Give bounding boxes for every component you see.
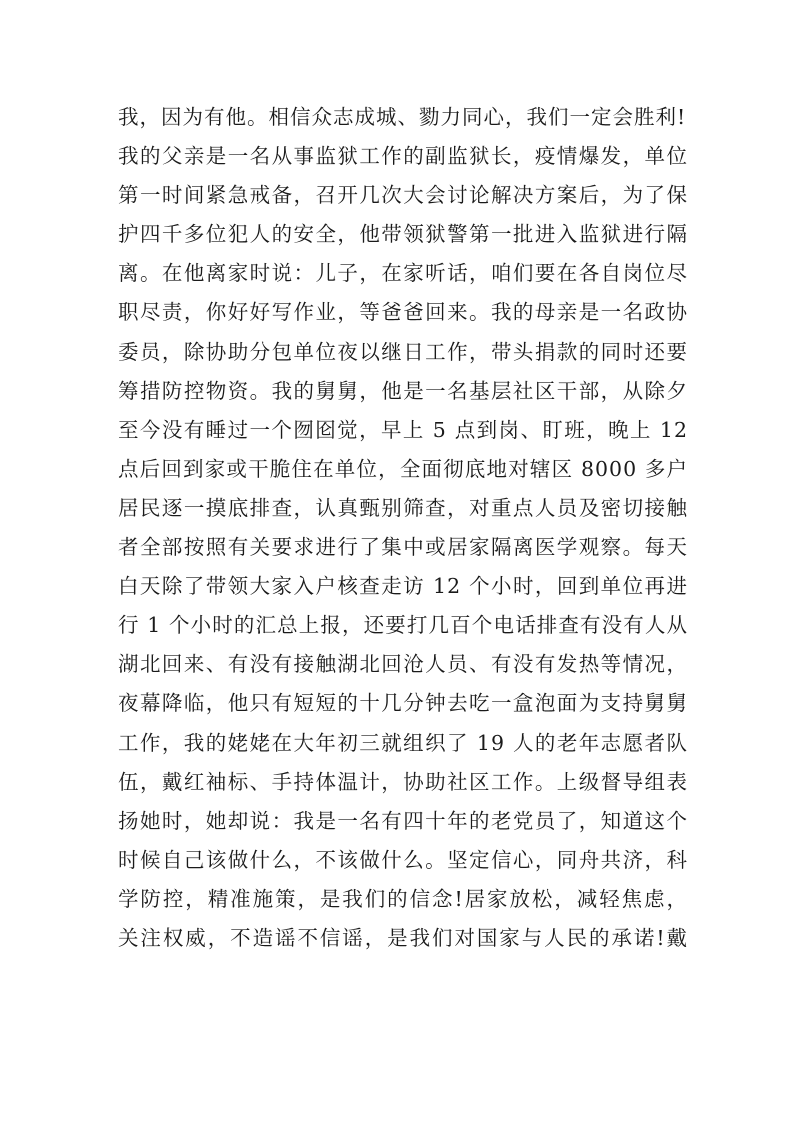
text-line: 行 1 个小时的汇总上报，还要打几百个电话排查有没有人从 [118, 613, 688, 638]
text-line: 居民逐一摸底排查，认真甄别筛查，对重点人员及密切接触 [118, 495, 688, 520]
text-line: 筹措防控物资。我的舅舅，他是一名基层社区干部，从除夕 [118, 378, 688, 403]
text-line: 第一时间紧急戒备，召开几次大会讨论解决方案后，为了保 [118, 183, 688, 208]
text-line: 工作，我的姥姥在大年初三就组织了 19 人的老年志愿者队 [118, 730, 688, 755]
text-line: 护四千多位犯人的安全，他带领狱警第一批进入监狱进行隔 [118, 222, 688, 247]
text-line: 我的父亲是一名从事监狱工作的副监狱长，疫情爆发，单位 [118, 144, 688, 169]
text-line: 白天除了带领大家入户核查走访 12 个小时，回到单位再进 [118, 574, 688, 599]
text-line: 职尽责，你好好写作业，等爸爸回来。我的母亲是一名政协 [118, 300, 688, 325]
text-line: 时候自己该做什么，不该做什么。坚定信心，同舟共济，科 [118, 847, 688, 872]
text-line: 者全部按照有关要求进行了集中或居家隔离医学观察。每天 [118, 535, 688, 560]
text-line: 我，因为有他。相信众志成城、勠力同心，我们一定会胜利! [118, 105, 687, 129]
text-line: 扬她时，她却说：我是一名有四十年的老党员了，知道这个 [118, 808, 688, 833]
text-line: 至今没有睡过一个囫囵觉，早上 5 点到岗、盯班，晚上 12 [118, 417, 688, 442]
text-line: 湖北回来、有没有接触湖北回沧人员、有没有发热等情况， [118, 652, 688, 677]
text-line: 学防控，精准施策，是我们的信念!居家放松，减轻焦虑， [118, 886, 688, 911]
body-text [118, 98, 688, 958]
text-line: 委员，除协助分包单位夜以继日工作，带头捐款的同时还要 [118, 339, 688, 364]
text-line: 点后回到家或干脆住在单位，全面彻底地对辖区 8000 多户 [118, 456, 688, 481]
text-line: 夜幕降临，他只有短短的十几分钟去吃一盒泡面为支持舅舅 [118, 691, 688, 716]
text-line: 伍，戴红袖标、手持体温计，协助社区工作。上级督导组表 [118, 769, 688, 794]
text-line: 离。在他离家时说：儿子，在家听话，咱们要在各自岗位尽 [118, 261, 688, 286]
text-line: 关注权威，不造谣不信谣，是我们对国家与人民的承诺!戴 [118, 925, 688, 950]
